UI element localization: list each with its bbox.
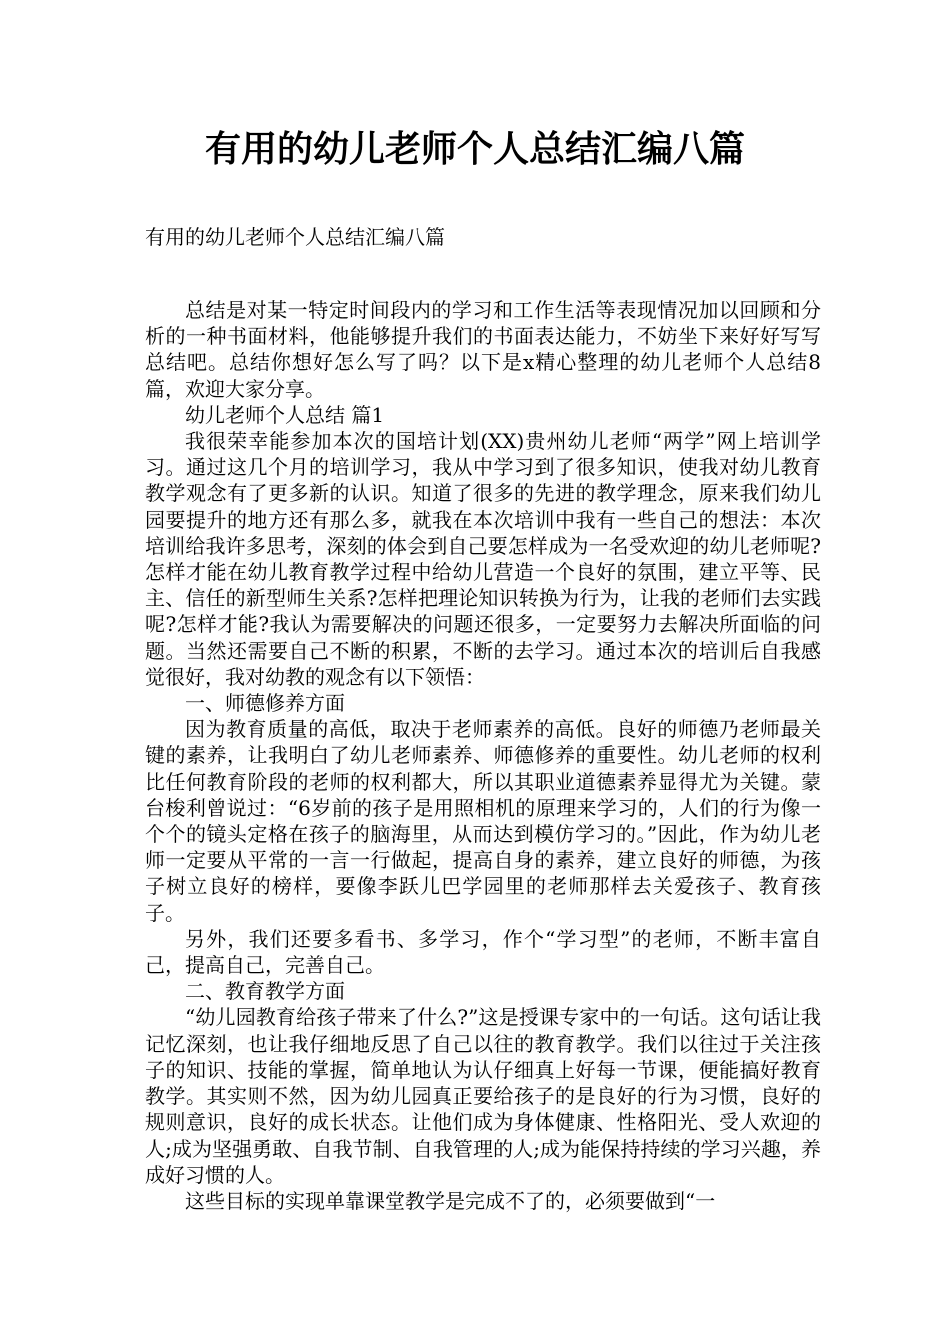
paragraph: 另外，我们还要多看书、多学习，作个“学习型”的老师，不断丰富自己，提高自己，完善自己。 [145,926,821,978]
document-title: 有用的幼儿老师个人总结汇编八篇 [204,129,745,170]
paragraph: “幼儿园教育给孩子带来了什么?”这是授课专家中的一句话。这句话让我记忆深刻，也让我仔细地反思了自己以往的教育教学。我们以往过于关注孩子的知识、技能的掌握，简单地认为认仔细真上好每一节课，便能搞好教育教学。其实则不然，因为幼儿园真正要给孩子的是良好的行为习惯，良好的规则意识，良好的成长状态。让他们成为身体健康、性格阳光、受人欢迎的人;成为坚强勇敢、自我节制、自我管理的人;成为能保持持续的学习兴趣，养成好习惯的人。 [145,1005,821,1187]
paragraph: 这些目标的实现单靠课堂教学是完成不了的，必须要做到“一 [185,1188,716,1213]
document-body [145,297,821,1214]
subsection-heading-teaching: 二、教育教学方面 [185,979,345,1004]
paragraph: 因为教育质量的高低，取决于老师素养的高低。良好的师德乃老师最关键的素养，让我明白了幼儿老师素养、师德修养的重要性。幼儿老师的权利比任何教育阶段的老师的权利都大，所以其职业道德素养显得尤为关键。蒙台梭利曾说过：“6岁前的孩子是用照相机的原理来学习的，人们的行为像一个个的镜头定格在孩子的脑海里，从而达到模仿学习的。”因此，作为幼儿老师一定要从平常的一言一行做起，提高自身的素养，建立良好的师德，为孩子树立良好的榜样，要像李跃儿巴学园里的老师那样去关爱孩子、教育孩子。 [145,717,821,925]
paragraph-intro: 总结是对某一特定时间段内的学习和工作生活等表现情况加以回顾和分析的一种书面材料，他能够提升我们的书面表达能力，不妨坐下来好好写写总结吧。总结你想好怎么写了吗？以下是x精心整理的幼儿老师个人总结8篇，欢迎大家分享。 [145,298,821,401]
section-heading-part-1: 幼儿老师个人总结 篇1 [185,402,385,427]
subsection-heading-ethics: 一、师德修养方面 [185,691,345,716]
document-subtitle: 有用的幼儿老师个人总结汇编八篇 [145,225,445,249]
paragraph: 我很荣幸能参加本次的国培计划(XX)贵州幼儿老师“两学”网上培训学习。通过这几个月的培训学习，我从中学习到了很多知识，使我对幼儿教育教学观念有了更多新的认识。知道了很多的先进的教学理念，原来我们幼儿园要提升的地方还有那么多，就我在本次培训中我有一些自己的想法：本次培训给我许多思考，深刻的体会到自己要怎样成为一名受欢迎的幼儿老师呢?怎样才能在幼儿教育教学过程中给幼儿营造一个良好的氛围，建立平等、民主、信任的新型师生关系?怎样把理论知识转换为行为，让我的老师们去实践呢?怎样才能?我认为需要解决的问题还很多，一定要努力去解决所面临的问题。当然还需要自己不断的积累，不断的去学习。通过本次的培训后自我感觉很好，我对幼教的观念有以下领悟： [145,429,821,689]
